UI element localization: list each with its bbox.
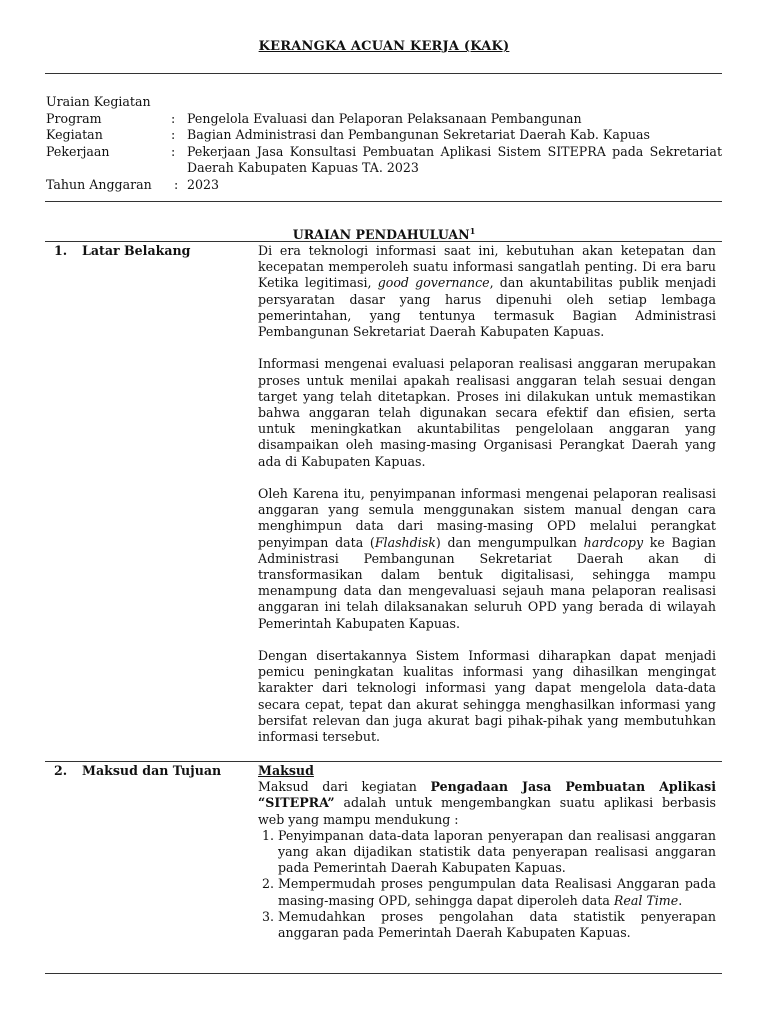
italic-term: Real Time: [613, 892, 679, 908]
latar-paragraph-3: [258, 486, 716, 632]
italic-term: hardcopy: [583, 534, 644, 550]
list-item: 3. Memudahkan proses pengolahan data statistik penyerapan anggaran pada Pemerintah Daerah Kabupaten Kapuas.: [278, 909, 716, 941]
program-label: Program: [46, 110, 102, 126]
row-divider: [45, 761, 722, 762]
tahun-value: 2023: [187, 176, 220, 192]
row-label-maksud-tujuan: Maksud dan Tujuan: [82, 763, 222, 778]
italic-term: good governance: [377, 275, 490, 291]
kegiatan-value: Bagian Administrasi dan Pembangunan Sekretariat Daerah Kab. Kapuas: [187, 127, 650, 142]
maksud-subheading: Maksud: [258, 763, 314, 778]
table-bottom-border: [45, 973, 722, 974]
tahun-label: Tahun Anggaran: [46, 176, 152, 192]
text-segment: ke Bagian Administrasi Pembangunan Sekretariat Daerah akan di transformasikan dalam bentuk digitalisasi, sehingga mampu menampung data dan mengevaluasi sejauh mana pelaporan realisasi anggaran ini telah dilaksanakan seluruh OPD yang berada di wilayah Pemerintah Kabupaten Kapuas.: [258, 534, 717, 631]
latar-paragraph-2: Informasi mengenai evaluasi pelaporan realisasi anggaran merupakan proses untuk menilai apakah realisasi anggaran telah sesuai dengan target yang telah ditetapkan. Proses ini dilakukan untuk memastikan bahwa anggaran telah digunakan secara efektif dan efisien, serta untuk meningkatkan akuntabilitas pengelolaan anggaran yang disampaikan oleh masing-masing Organisasi Perangkat Daerah yang ada di Kabupaten Kapuas.: [258, 356, 716, 469]
colon: :: [171, 127, 176, 142]
latar-belakang-text: [258, 243, 716, 745]
latar-paragraph-4: Dengan disertakannya Sistem Informasi diharapkan dapat menjadi pemicu peningkatan kualitas informasi yang dihasilkan mengingat karakter dari teknologi informasi yang dapat mengelola data-data secara cepat, tepat dan akurat sehingga menghasilkan informasi yang bersifat relevan dan juga akurat bagi pihak-pihak yang membutuhkan informasi tersebut.: [258, 648, 716, 745]
table-top-border: [45, 241, 722, 242]
info-row-kegiatan: [46, 127, 722, 144]
text-segment: Oleh Karena itu, penyimpanan informasi mengenai pelaporan realisasi anggaran yang semula menggunakan sistem manual dengan cara menghimpun data dari masing-masing OPD melalui perangkat penyimpan data (: [258, 486, 716, 550]
info-row-tahun: [46, 177, 722, 194]
maksud-intro: [258, 779, 716, 828]
text-segment: Maksud dari kegiatan: [258, 779, 431, 795]
info-row-pekerjaan: [46, 144, 722, 177]
program-value: Pengelola Evaluasi dan Pelaporan Pelaksanaan Pembangunan: [187, 110, 582, 126]
colon: :: [174, 176, 179, 192]
text-segment: .: [678, 892, 683, 908]
list-item: [278, 876, 716, 908]
row-number-2: 2.: [54, 763, 68, 778]
bold-term: Pengadaan Jasa Pembuatan Aplikasi “SITEPRA”: [258, 779, 716, 811]
list-item: 1. Penyimpanan data-data laporan penyerapan dan realisasi anggaran yang akan dijadikan statistik data penyerapan realisasi anggaran pada Pemerintah Daerah Kabupaten Kapuas.: [278, 828, 716, 877]
info-row-program: [46, 111, 722, 128]
text-segment: Di era teknologi informasi saat ini, kebutuhan akan ketepatan dan kecepatan memperoleh suatu informasi sangatlah penting. Di era baru Ketika legitimasi,: [258, 243, 716, 291]
pekerjaan-label: Pekerjaan: [46, 143, 110, 159]
maksud-tujuan-text: [258, 763, 716, 941]
row-number-1: 1.: [54, 243, 68, 258]
info-heading: Uraian Kegiatan: [46, 94, 151, 109]
colon: :: [171, 110, 176, 126]
divider-top: [45, 73, 722, 74]
text-segment: ) dan mengumpulkan: [435, 534, 584, 550]
kegiatan-label: Kegiatan: [46, 127, 103, 142]
latar-paragraph-1: [258, 243, 716, 340]
row-label-latar-belakang: Latar Belakang: [82, 243, 191, 258]
footnote-mark: 1: [469, 226, 476, 236]
divider-info-bottom: [45, 201, 722, 202]
colon: :: [171, 143, 176, 159]
section-title: [0, 226, 768, 242]
text-segment: Mempermudah proses pengumpulan data Realisasi Anggaran pada masing-masing OPD, sehingga dapat diperoleh data: [278, 876, 716, 908]
pekerjaan-value: Pekerjaan Jasa Konsultasi Pembuatan Aplikasi Sistem SITEPRA pada Sekretariat Daerah Kabupaten Kapuas TA. 2023: [187, 143, 722, 175]
text-segment: adalah untuk mengembangkan suatu aplikasi berbasis web yang mampu mendukung :: [258, 795, 716, 827]
text-segment: , dan akuntabilitas publik menjadi persyaratan dasar yang harus dipenuhi oleh setiap lembaga pemerintahan, yang tentunya termasuk Bagian Administrasi Pembangunan Sekretariat Daerah Kabupaten Kapuas.: [258, 275, 716, 340]
maksud-list: [258, 828, 716, 941]
activity-info: [46, 94, 722, 193]
document-title: KERANGKA ACUAN KERJA (KAK): [258, 39, 510, 54]
italic-term: Flashdisk: [374, 534, 436, 550]
section-title-text: URAIAN PENDAHULUAN: [292, 227, 470, 243]
